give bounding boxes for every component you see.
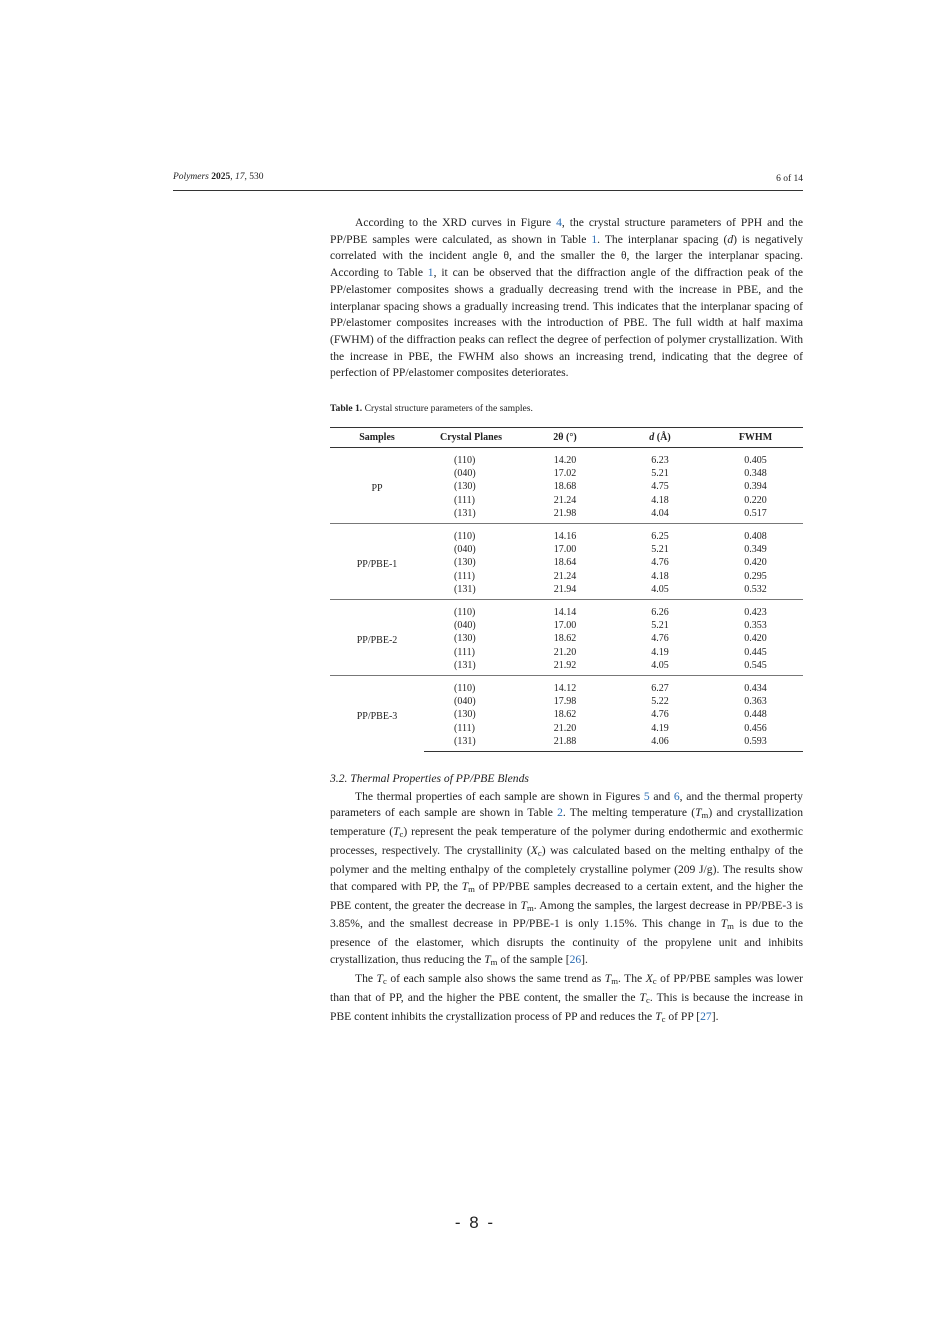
two-theta-cell: 21.20 xyxy=(553,646,577,658)
sample-name-cell: PP/PBE-1 xyxy=(330,523,424,599)
section-heading: 3.2. Thermal Properties of PP/PBE Blends xyxy=(330,772,529,785)
d-spacing-cell: 6.26 xyxy=(612,599,708,619)
two-theta-cell: 18.64 xyxy=(553,557,577,569)
crystal-plane-cell: (111) xyxy=(454,646,475,658)
crystal-plane-cell: (040) xyxy=(454,696,476,708)
crystal-plane-cell: (130) xyxy=(454,709,476,721)
d-spacing-cell: 4.18 xyxy=(651,570,669,582)
page-of-total: 6 of 14 xyxy=(776,174,803,184)
figure-link[interactable]: 6 xyxy=(673,789,680,803)
fwhm-cell: 0.423 xyxy=(708,599,803,619)
crystal-plane-cell: (131) xyxy=(454,507,476,519)
d-spacing-cell: 4.05 xyxy=(651,583,669,595)
sample-name-cell: PP/PBE-2 xyxy=(330,599,424,675)
two-theta-cell: 21.92 xyxy=(553,659,577,671)
header-d-spacing: d (Å) xyxy=(612,427,708,447)
fwhm-cell: 0.348 xyxy=(744,468,767,480)
table-link[interactable]: 1 xyxy=(591,232,598,246)
two-theta-cell: 17.98 xyxy=(553,696,577,708)
fwhm-cell: 0.394 xyxy=(744,481,767,493)
fwhm-cell: 0.593 xyxy=(708,735,803,752)
crystal-plane-cell: (040) xyxy=(454,620,476,632)
fwhm-cell: 0.295 xyxy=(744,570,767,582)
two-theta-cell: 14.16 xyxy=(518,523,612,543)
two-theta-cell: 21.24 xyxy=(553,570,577,582)
fwhm-cell: 0.420 xyxy=(744,557,767,569)
fwhm-cell: 0.353 xyxy=(744,620,767,632)
two-theta-cell: 17.02 xyxy=(553,468,577,480)
two-theta-cell: 18.62 xyxy=(553,709,577,721)
sample-group xyxy=(330,599,803,675)
main-content xyxy=(330,215,803,1028)
two-theta-cell: 17.00 xyxy=(553,544,577,556)
crystal-plane-cell: (040) xyxy=(454,468,476,480)
two-theta-cell: 17.00 xyxy=(553,620,577,632)
two-theta-cell: 18.68 xyxy=(553,481,577,493)
fwhm-cell: 0.448 xyxy=(744,709,767,721)
table-header-row xyxy=(330,427,803,447)
table-row xyxy=(330,447,803,467)
fwhm-cell: 0.408 xyxy=(708,523,803,543)
crystal-plane-cell: (110) xyxy=(424,675,518,695)
crystal-plane-cell: (131) xyxy=(454,583,476,595)
d-spacing-cell: 4.76 xyxy=(651,709,669,721)
fwhm-cell: 0.532 xyxy=(744,583,767,595)
fwhm-cell: 0.445 xyxy=(744,646,767,658)
paragraph-tc: The $T_c$ of each sample also shows the same trend as $T_m$. The $X_c$ of PP/PBE samples was lower than that of PP, and the higher the PBE content, the smaller the $T_c$. This is because the increase in PBE content inhibits the crystallization process of PP and reduces the $T_c$ of PP [27]. xyxy=(330,971,803,1024)
crystal-plane-cell: (130) xyxy=(454,481,476,493)
crystal-plane-cell: (111) xyxy=(454,494,475,506)
two-theta-cell: 21.20 xyxy=(553,722,577,734)
two-theta-cell: 21.88 xyxy=(518,735,612,752)
reference-link[interactable]: 26 xyxy=(569,953,582,967)
crystal-structure-table xyxy=(330,427,803,752)
fwhm-cell: 0.456 xyxy=(744,722,767,734)
two-theta-cell: 18.62 xyxy=(553,633,577,645)
two-theta-cell: 14.14 xyxy=(518,599,612,619)
d-spacing-cell: 6.27 xyxy=(612,675,708,695)
d-spacing-cell: 6.23 xyxy=(651,454,669,466)
d-spacing-cell: 5.21 xyxy=(651,620,669,632)
figure-link[interactable]: 4 xyxy=(556,216,562,229)
crystal-plane-cell: (130) xyxy=(454,633,476,645)
header-samples: Samples xyxy=(330,427,424,447)
d-spacing-cell: 5.22 xyxy=(651,696,669,708)
crystal-plane-cell: (040) xyxy=(454,544,476,556)
sample-name-cell: PP/PBE-3 xyxy=(330,675,424,751)
crystal-plane-cell: (130) xyxy=(454,557,476,569)
two-theta-cell: 21.94 xyxy=(553,583,577,595)
d-spacing-cell: 5.21 xyxy=(651,544,669,556)
header-crystal-planes: Crystal Planes xyxy=(424,427,518,447)
figure-link[interactable]: 5 xyxy=(643,789,650,803)
reference-link[interactable]: 27 xyxy=(700,1009,712,1023)
d-spacing-cell: 4.76 xyxy=(651,557,669,569)
sample-group xyxy=(330,447,803,523)
table-caption: Table 1. Crystal structure parameters of the samples. xyxy=(330,403,533,415)
d-spacing-cell: 4.19 xyxy=(651,722,669,734)
table-link[interactable]: 1 xyxy=(427,266,434,280)
fwhm-cell: 0.420 xyxy=(744,633,767,645)
header-fwhm: FWHM xyxy=(708,427,803,447)
d-spacing-cell: 4.06 xyxy=(612,735,708,752)
header-2theta: 2θ (°) xyxy=(518,427,612,447)
two-theta-cell: 14.12 xyxy=(518,675,612,695)
crystal-plane-cell: (111) xyxy=(454,570,475,582)
sample-name-cell: PP xyxy=(371,482,383,494)
fwhm-cell: 0.434 xyxy=(708,675,803,695)
d-spacing-cell: 4.04 xyxy=(651,507,669,519)
journal-citation: Polymers 2025, 17, 530 xyxy=(173,172,264,182)
d-spacing-cell: 4.19 xyxy=(651,646,669,658)
two-theta-cell: 21.24 xyxy=(553,494,577,506)
fwhm-cell: 0.363 xyxy=(744,696,767,708)
two-theta-cell: 21.98 xyxy=(553,507,577,519)
fwhm-cell: 0.405 xyxy=(744,454,767,466)
d-spacing-cell: 4.76 xyxy=(651,633,669,645)
crystal-plane-cell: (110) xyxy=(424,523,518,543)
crystal-plane-cell: (110) xyxy=(424,599,518,619)
sample-group xyxy=(330,523,803,599)
d-spacing-cell: 4.75 xyxy=(651,481,669,493)
crystal-plane-cell: (110) xyxy=(454,454,476,466)
table-row xyxy=(330,599,803,619)
paragraph-thermal: The thermal properties of each sample are shown in Figures 5 and 6, and the thermal property parameters of each sample are shown in Table 2. The melting temperature $(T_m)$ and crystallization temperature $(T_c)$ represent the peak temperature of the polymer during endothermic and exothermic processes, respectively. The crystallinity $(X_c)$ was calculated based on the melting enthalpy of the polymer and the melting enthalpy of the completely crystalline polymer (209 J/g). The results show that compared with PP, the $T_m$ of PP/PBE samples decreased to a certain extent, and the higher the PBE content, the greater the decrease in $T_m$. Among the samples, the largest decrease in PP/PBE-3 is 3.85%, and the smallest decrease in PP/PBE-1 is only 1.15%. This change in $T_m$ is due to the presence of the elastomer, which disrupts the continuity of the propylene unit and inhibits crystallization, thus reducing the $T_m$ of the sample [26]. xyxy=(330,789,804,968)
paragraph-xrd: According to the XRD curves in Figure 4, the crystal structure parameters of PPH and the PP/PBE samples were calculated, as shown in Table 1. The interplanar spacing (d) is negatively correlated with the incident angle θ, and the smaller the θ, the larger the interplanar spacing. According to Table 1, it can be observed that the diffraction angle of the diffraction peak of the PP/elastomer composites shows a gradually decreasing trend with the increase in PBE, and the interplanar spacing shows a gradually increasing trend. This indicates that the interplanar spacing of PP/elastomer composites increases with the introduction of PBE. The full width at half maxima (FWHM) of the diffraction peaks can reflect the degree of perfection of polymer crystallization. With the increase in PBE, the FWHM also shows an increasing trend, indicating that the degree of perfection of PP/elastomer composites deteriorates. xyxy=(330,216,804,380)
crystal-plane-cell: (131) xyxy=(454,659,476,671)
crystal-plane-cell: (131) xyxy=(424,735,518,752)
fwhm-cell: 0.349 xyxy=(744,544,767,556)
crystal-plane-cell: (111) xyxy=(454,722,475,734)
fwhm-cell: 0.545 xyxy=(744,659,767,671)
page-number: - 8 - xyxy=(454,1213,496,1232)
fwhm-cell: 0.220 xyxy=(744,494,767,506)
d-spacing-cell: 4.18 xyxy=(651,494,669,506)
two-theta-cell: 14.20 xyxy=(553,454,577,466)
table-row xyxy=(330,675,803,695)
fwhm-cell: 0.517 xyxy=(744,507,767,519)
d-spacing-cell: 5.21 xyxy=(651,468,669,480)
d-spacing-cell: 4.05 xyxy=(651,659,669,671)
sample-group xyxy=(330,675,803,751)
table-row xyxy=(330,523,803,543)
table-link[interactable]: 2 xyxy=(557,806,563,820)
d-spacing-cell: 6.25 xyxy=(612,523,708,543)
running-header xyxy=(173,170,803,191)
